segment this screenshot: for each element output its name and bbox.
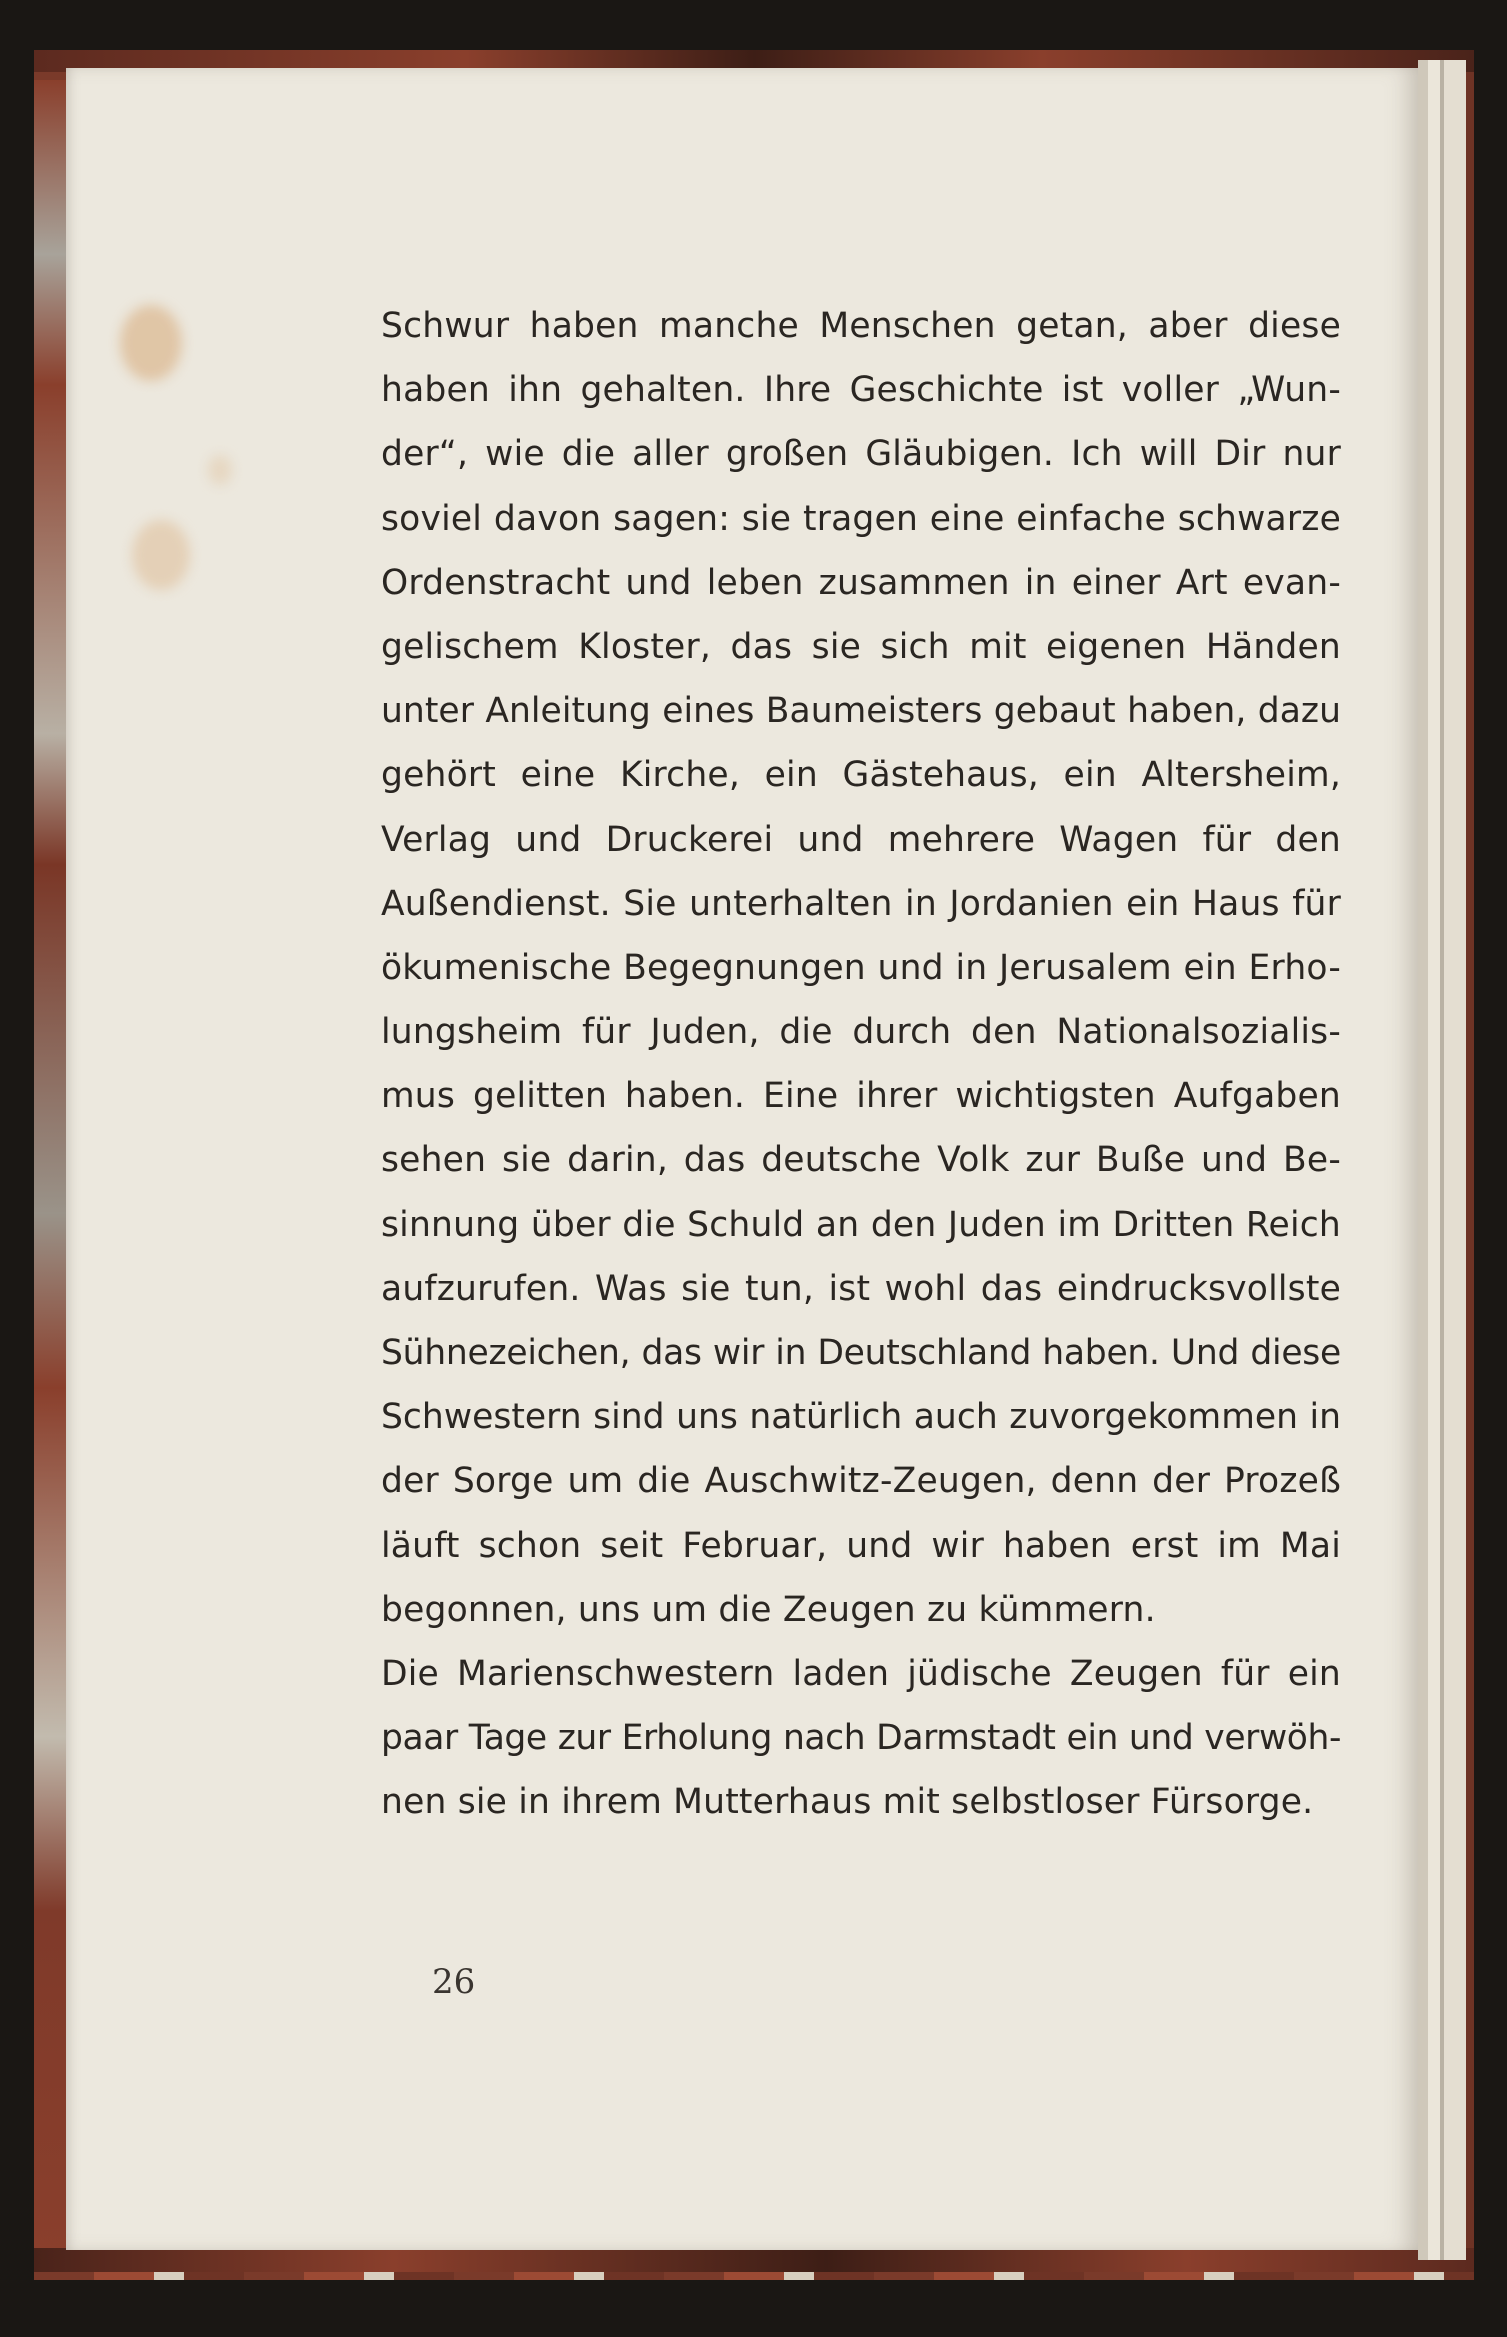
text-line: der“, wie die aller großen Gläubigen. Ich will Dir nur xyxy=(381,434,1341,475)
text-line: aufzurufen. Was sie tun, ist wohl das eindrucksvollste xyxy=(381,1268,1341,1309)
text-line: haben ihn gehalten. Ihre Geschichte ist voller „Wun- xyxy=(381,370,1341,411)
text-line: soviel davon sagen: sie tragen eine einfache schwarze xyxy=(381,498,1341,539)
text-line: Verlag und Druckerei und mehrere Wagen für den xyxy=(381,819,1341,860)
body-text xyxy=(381,294,1341,1835)
cover-edge-left xyxy=(34,80,70,2260)
text-line: ökumenische Begegnungen und in Jerusalem ein Erho- xyxy=(381,947,1341,988)
text-line: Schwur haben manche Menschen getan, aber diese xyxy=(381,306,1341,346)
foxing-stain xyxy=(208,455,232,485)
text-line: Außendienst. Sie unterhalten in Jordanien ein Haus für xyxy=(381,883,1341,924)
text-line: unter Anleitung eines Baumeisters gebaut haben, dazu xyxy=(381,691,1341,732)
text-line: lungsheim für Juden, die durch den Nationalsozialis- xyxy=(381,1012,1341,1053)
text-line: Sühnezeichen, das wir in Deutschland haben. Und diese xyxy=(381,1333,1341,1373)
text-line: der Sorge um die Auschwitz-Zeugen, denn der Prozeß xyxy=(381,1461,1341,1502)
text-line: Ordenstracht und leben zusammen in einer Art evan- xyxy=(381,562,1341,603)
foxing-stain xyxy=(132,520,190,590)
text-line: begonnen, uns um die Zeugen zu kümmern. xyxy=(381,1589,1156,1630)
text-line: gelischem Kloster, das sie sich mit eigenen Händen xyxy=(381,626,1341,667)
page-number: 26 xyxy=(432,1962,476,2002)
text-line: gehört eine Kirche, ein Gästehaus, ein Altersheim, xyxy=(381,755,1341,796)
text-line: mus gelitten haben. Eine ihrer wichtigsten Aufgaben xyxy=(381,1076,1341,1117)
text-line: Die Marienschwestern laden jüdische Zeugen für ein xyxy=(381,1653,1341,1694)
page-edges xyxy=(1418,60,1466,2260)
text-line: Schwestern sind uns natürlich auch zuvorgekommen in xyxy=(381,1397,1341,1438)
text-line: paar Tage zur Erholung nach Darmstadt ein und verwöh- xyxy=(381,1718,1341,1759)
foxing-stain xyxy=(120,305,182,381)
text-line: sehen sie darin, das deutsche Volk zur Buße und Be- xyxy=(381,1140,1341,1181)
text-line: sinnung über die Schuld an den Juden im Dritten Reich xyxy=(381,1204,1341,1245)
text-line: nen sie in ihrem Mutterhaus mit selbstloser Fürsorge. xyxy=(381,1782,1314,1823)
cover-edge-bottom xyxy=(34,2248,1474,2272)
text-line: läuft schon seit Februar, und wir haben erst im Mai xyxy=(381,1525,1341,1566)
